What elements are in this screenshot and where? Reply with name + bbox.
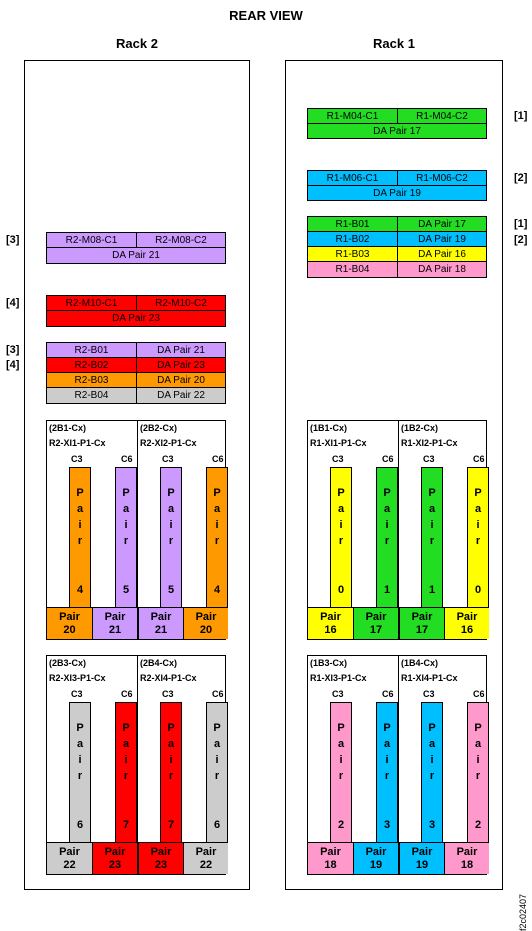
strip-letter: a [428,503,436,515]
strip-letter: r [168,770,174,782]
rack2-title: Rack 2 [116,36,158,51]
rack2-b04-name: R2-B04 [46,387,137,404]
strip-letter: P [337,722,345,734]
card-id-label: (1B2-Cx) [401,423,439,433]
strip-letter: r [168,535,174,547]
rack2-b01-pair: DA Pair 21 [136,342,226,358]
strip-letter: P [213,722,221,734]
c6-pair-strip [115,702,137,844]
strip-letter: a [213,503,221,515]
strip-letter: r [338,535,344,547]
rack2-m10-ref: [4] [6,297,20,309]
rack1-card-0-right-section [398,421,488,639]
strip-letter: i [430,519,434,531]
c6-pair-strip [206,467,228,609]
c3-label: C3 [162,689,174,699]
strip-letter: P [213,487,221,499]
card-xi-label: R2-XI2-P1-Cx [140,438,197,448]
c6-pair-strip [467,467,489,609]
strip-letter: a [337,738,345,750]
strip-letter: r [214,770,220,782]
rack2-card-0 [46,420,226,640]
rack2-b01-ref: [3] [6,344,20,356]
strip-pair-number: 4 [213,584,221,596]
rack1-m04-ref: [1] [514,110,528,122]
c6-label: C6 [473,689,485,699]
rack2-card-1 [46,655,226,875]
pair-footer-label: Pair 18 [308,842,353,874]
strip-pair-number: 6 [213,819,221,831]
strip-letter: i [215,519,219,531]
strip-letter: i [476,754,480,766]
figure-id: f2c02407 [518,894,528,931]
strip-letter: i [430,754,434,766]
strip-pair-number: 7 [167,819,175,831]
c6-label: C6 [473,454,485,464]
rack1-m06-c1: R1-M06-C1 [307,170,398,186]
rack1-b03-name: R1-B03 [307,246,398,262]
strip-letter: P [428,722,436,734]
strip-pair-number: 5 [167,584,175,596]
c6-pair-strip [115,467,137,609]
card-id-label: (2B1-Cx) [49,423,87,433]
rack1-title: Rack 1 [373,36,415,51]
strip-letter: i [385,519,389,531]
c6-pair-strip [376,467,398,609]
rack2-b04-pair: DA Pair 22 [136,387,226,404]
rack1-b01-ref: [1] [514,218,528,230]
c3-pair-strip [330,702,352,844]
rack1-card-0 [307,420,487,640]
c6-label: C6 [212,689,224,699]
rack1-b01-pair: DA Pair 17 [397,216,487,232]
rack1-m04-c2: R1-M04-C2 [397,108,487,124]
rack2-m10-pair: DA Pair 23 [46,310,226,327]
c3-pair-strip [69,467,91,609]
strip-letter: a [337,503,345,515]
strip-letter: i [169,754,173,766]
card-xi-label: R2-XI1-P1-Cx [49,438,106,448]
card-id-label: (1B1-Cx) [310,423,348,433]
strip-letter: a [383,503,391,515]
strip-letter: a [122,503,130,515]
strip-letter: r [214,535,220,547]
strip-pair-number: 2 [337,819,345,831]
c3-label: C3 [423,454,435,464]
rack2-b03-name: R2-B03 [46,372,137,388]
c3-pair-strip [160,702,182,844]
strip-letter: r [429,535,435,547]
strip-letter: a [213,738,221,750]
strip-pair-number: 3 [428,819,436,831]
rack2-card-0-right-section [137,421,227,639]
rack1-b02-pair: DA Pair 19 [397,231,487,247]
strip-pair-number: 5 [122,584,130,596]
pair-footer-label: Pair 20 [183,607,228,639]
rack2-card-1-left-section [47,656,137,874]
c3-pair-strip [330,467,352,609]
strip-letter: r [384,535,390,547]
rack1-b03-pair: DA Pair 16 [397,246,487,262]
rack1-card-1-right-section [398,656,488,874]
pair-footer-label: Pair 18 [444,842,489,874]
strip-letter: i [169,519,173,531]
strip-letter: a [122,738,130,750]
card-id-label: (1B3-Cx) [310,658,348,668]
strip-letter: i [385,754,389,766]
rack2-b01-name: R2-B01 [46,342,137,358]
card-xi-label: R1-XI2-P1-Cx [401,438,458,448]
strip-letter: i [78,519,82,531]
strip-letter: a [76,738,84,750]
rack2-m08-pair: DA Pair 21 [46,247,226,264]
rack2-b02-ref: [4] [6,359,20,371]
c3-pair-strip [160,467,182,609]
rack2-m08-ref: [3] [6,234,20,246]
strip-letter: r [429,770,435,782]
strip-letter: P [383,722,391,734]
rack1-b02-ref: [2] [514,234,528,246]
rack2-m08-c2: R2-M08-C2 [136,232,226,248]
strip-letter: P [474,722,482,734]
pair-footer-label: Pair 23 [92,842,137,874]
strip-letter: P [122,722,130,734]
rack1-m04-c1: R1-M04-C1 [307,108,398,124]
c6-pair-strip [376,702,398,844]
c3-pair-strip [421,467,443,609]
strip-letter: a [76,503,84,515]
pair-footer-label: Pair 19 [353,842,398,874]
strip-letter: a [474,503,482,515]
strip-letter: a [167,503,175,515]
rack1-b02-name: R1-B02 [307,231,398,247]
c6-label: C6 [382,689,394,699]
strip-letter: P [167,487,175,499]
strip-letter: i [339,519,343,531]
strip-letter: P [383,487,391,499]
rack1-card-1-left-section [308,656,398,874]
pair-footer-label: Pair 22 [47,842,92,874]
pair-footer-label: Pair 21 [138,607,183,639]
rack1-card-1 [307,655,487,875]
rack1-card-0-left-section [308,421,398,639]
c6-label: C6 [121,454,133,464]
strip-letter: r [475,770,481,782]
rack1-m06-ref: [2] [514,172,528,184]
strip-letter: P [428,487,436,499]
rack2-b03-pair: DA Pair 20 [136,372,226,388]
card-xi-label: R1-XI3-P1-Cx [310,673,367,683]
strip-letter: i [476,519,480,531]
strip-pair-number: 1 [428,584,436,596]
pair-footer-label: Pair 21 [92,607,137,639]
strip-letter: a [383,738,391,750]
strip-letter: i [124,519,128,531]
strip-letter: P [337,487,345,499]
c3-label: C3 [423,689,435,699]
strip-pair-number: 6 [76,819,84,831]
card-id-label: (2B2-Cx) [140,423,178,433]
strip-pair-number: 0 [474,584,482,596]
card-xi-label: R2-XI4-P1-Cx [140,673,197,683]
strip-letter: i [78,754,82,766]
strip-letter: r [475,535,481,547]
rack2-m10-c2: R2-M10-C2 [136,295,226,311]
c6-label: C6 [212,454,224,464]
strip-pair-number: 3 [383,819,391,831]
pair-footer-label: Pair 20 [47,607,92,639]
rack1-m06-c2: R1-M06-C2 [397,170,487,186]
strip-letter: r [77,535,83,547]
c3-pair-strip [421,702,443,844]
rack1-b04-name: R1-B04 [307,261,398,278]
strip-letter: P [122,487,130,499]
c3-pair-strip [69,702,91,844]
c3-label: C3 [71,689,83,699]
card-xi-label: R2-XI3-P1-Cx [49,673,106,683]
strip-letter: a [428,738,436,750]
c6-pair-strip [206,702,228,844]
card-id-label: (2B4-Cx) [140,658,178,668]
pair-footer-label: Pair 23 [138,842,183,874]
c6-label: C6 [382,454,394,464]
rack1-m04-pair: DA Pair 17 [307,123,487,139]
rack1-b01-name: R1-B01 [307,216,398,232]
pair-footer-label: Pair 16 [444,607,489,639]
strip-letter: r [123,770,129,782]
strip-letter: r [123,535,129,547]
pair-footer-label: Pair 17 [353,607,398,639]
strip-letter: a [474,738,482,750]
strip-letter: P [474,487,482,499]
rack1-b04-pair: DA Pair 18 [397,261,487,278]
strip-pair-number: 1 [383,584,391,596]
rack2-card-1-right-section [137,656,227,874]
strip-letter: r [338,770,344,782]
rack2-card-0-left-section [47,421,137,639]
page-title: REAR VIEW [229,8,303,23]
rack1-m06-pair: DA Pair 19 [307,185,487,201]
pair-footer-label: Pair 19 [399,842,444,874]
pair-footer-label: Pair 22 [183,842,228,874]
pair-footer-label: Pair 16 [308,607,353,639]
card-xi-label: R1-XI4-P1-Cx [401,673,458,683]
strip-letter: r [384,770,390,782]
strip-letter: i [215,754,219,766]
c3-label: C3 [162,454,174,464]
strip-letter: r [77,770,83,782]
c3-label: C3 [332,689,344,699]
rack2-b02-name: R2-B02 [46,357,137,373]
c3-label: C3 [71,454,83,464]
strip-letter: i [124,754,128,766]
strip-letter: P [76,722,84,734]
card-id-label: (2B3-Cx) [49,658,87,668]
card-id-label: (1B4-Cx) [401,658,439,668]
pair-footer-label: Pair 17 [399,607,444,639]
strip-pair-number: 2 [474,819,482,831]
strip-letter: i [339,754,343,766]
strip-pair-number: 7 [122,819,130,831]
strip-letter: P [76,487,84,499]
strip-letter: P [167,722,175,734]
c6-label: C6 [121,689,133,699]
rack2-m10-c1: R2-M10-C1 [46,295,137,311]
strip-pair-number: 0 [337,584,345,596]
strip-pair-number: 4 [76,584,84,596]
card-xi-label: R1-XI1-P1-Cx [310,438,367,448]
strip-letter: a [167,738,175,750]
rack2-b02-pair: DA Pair 23 [136,357,226,373]
c3-label: C3 [332,454,344,464]
rack2-m08-c1: R2-M08-C1 [46,232,137,248]
c6-pair-strip [467,702,489,844]
